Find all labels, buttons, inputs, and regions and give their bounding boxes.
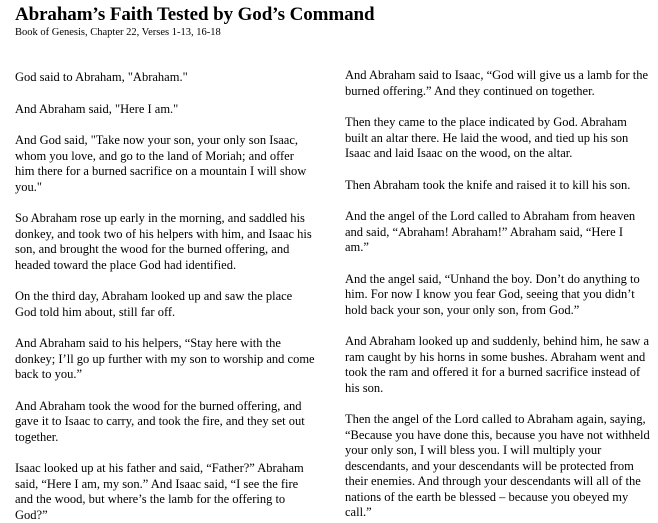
paragraph: And Abraham took the wood for the burned offering, and gave it to Isaac to carry, and took the fire, and they set out together. [15,398,305,444]
paragraph: Isaac looked up at his father and said, “Father?” Abraham said, “Here I am, my son.” And Isaac said, “I see the fire and the wood, but where’s the lamb for the offering to God?” [15,461,304,522]
paragraph: And the angel of the Lord called to Abraham from heaven and said, “Abraham! Abraham!” Abraham said, “Here I am.” [345,209,636,254]
paragraph: And Abraham said to Isaac, “God will give us a lamb for the burned offering.” And they continued on together. [345,68,649,98]
paragraph: Then the angel of the Lord called to Abraham again, saying, “Because you have done this, because you have not withheld your only son, I will bless you. I will multiply your descendants, and your descendants will be protected from their enemies. And through your descendants will all of the nations of the earth be blessed – because you obeyed my call.” [345,412,650,519]
paragraph: On the third day, Abraham looked up and saw the place God told him about, still far off. [15,289,293,319]
page-title: Abraham’s Faith Tested by God’s Command [15,4,375,25]
paragraph: So Abraham rose up early in the morning, and saddled his donkey, and took two of his helpers with him, and Isaac his son, and brought the wood for the burned offering, and headed toward the place God had identified. [15,211,312,272]
paragraph: And Abraham said, "Here I am." [15,101,179,116]
paragraph: And Abraham looked up and suddenly, behind him, he saw a ram caught by his horns in some bushes. Abraham went and took the ram and offered it for a burned sacrifice instead of his son. [345,334,649,395]
paragraph: And the angel said, “Unhand the boy. Don’t do anything to him. For now I know you fear God, seeing that you didn’t hold back your son, your only son, from God.” [345,271,640,317]
left-text-column [15,70,315,523]
paragraph: God said to Abraham, "Abraham." [15,70,188,84]
paragraph: Then they came to the place indicated by God. Abraham built an altar there. He laid the wood, and tied up his son Isaac and laid Isaac on the wood, on the altar. [345,115,629,160]
right-text-column [345,68,650,521]
paragraph: And Abraham said to his helpers, “Stay here with the donkey; I’ll go up further with my son to worship and come back to you.” [15,336,315,381]
page-subtitle: Book of Genesis, Chapter 22, Verses 1-13, 16-18 [15,27,221,38]
paragraph: And God said, "Take now your son, your only son Isaac, whom you love, and go to the land of Moriah; and offer him there for a burned sacrifice on a mountain I will show you." [15,133,307,194]
paragraph: Then Abraham took the knife and raised it to kill his son. [345,177,631,192]
